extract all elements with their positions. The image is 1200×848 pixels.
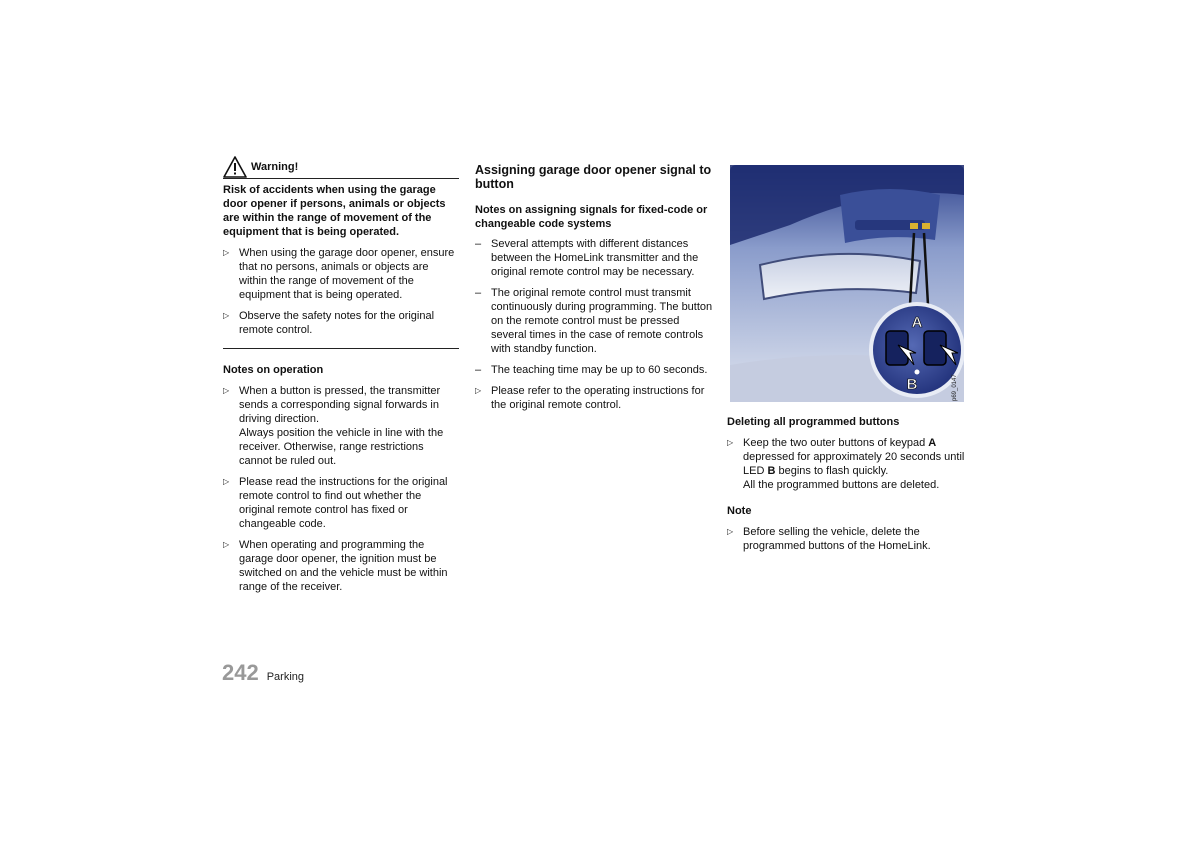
- warning-text: Risk of accidents when using the garage door opener if persons, animals or objects are within the range of movement of the equipment that is being operated.: [223, 184, 446, 238]
- list-item: ▷ Observe the safety notes for the original remote control.: [223, 310, 435, 336]
- warning-column: [223, 156, 459, 594]
- warning-triangle-icon: [223, 156, 247, 178]
- list-item: ▷ Please read the instructions for the original remote control to find out whether the original remote control has fixed or changeable code.: [223, 476, 448, 530]
- list-item: ▷ Keep the two outer buttons of keypad A depressed for approximately 20 seconds until LED B begins to flash quickly. All the programmed buttons are deleted.: [727, 437, 965, 491]
- homelink-photo: [730, 165, 964, 402]
- arrow-bullet-icon: ▷: [727, 438, 734, 447]
- page-number: 242: [222, 660, 259, 685]
- divider: [223, 348, 459, 349]
- divider: [223, 178, 459, 179]
- arrow-bullet-icon: ▷: [475, 386, 482, 395]
- notes-operation-heading: Notes on operation: [223, 364, 324, 376]
- dash-bullet: –: [475, 364, 482, 376]
- note-heading: Note: [727, 505, 752, 517]
- list-item: ▷ When operating and programming the garage door opener, the ignition must be switched on and the vehicle must be within range of the receiver.: [223, 539, 448, 593]
- warning-header: [223, 156, 459, 178]
- list-item: – The teaching time may be up to 60 seconds.: [475, 364, 708, 376]
- page-footer: [222, 660, 304, 686]
- arrow-bullet-icon: ▷: [223, 311, 230, 320]
- list-item: ▷ When a button is pressed, the transmitter sends a corresponding signal forwards in driving direction. Always position the vehicle in line with the receiver. Otherwise, range restrictions cannot be ruled out.: [223, 385, 444, 467]
- list-item: ▷ Please refer to the operating instructions for the original remote control.: [475, 385, 705, 411]
- arrow-bullet-icon: ▷: [223, 248, 230, 257]
- warning-title: Warning!: [251, 161, 299, 173]
- list-item: – The original remote control must transmit continuously during programming. The button on the remote control must be pressed several times in the case of remote controls with standby function.: [475, 287, 713, 355]
- arrow-bullet-icon: ▷: [223, 540, 230, 549]
- list-item: ▷ Before selling the vehicle, delete the programmed buttons of the HomeLink.: [727, 526, 931, 552]
- arrow-bullet-icon: ▷: [223, 386, 230, 395]
- photo-label-a: A: [911, 314, 923, 331]
- assigning-column: [475, 163, 713, 412]
- list-item: ▷ When using the garage door opener, ensure that no persons, animals or objects are within the range of movement of the equipment that is being operated.: [223, 247, 455, 301]
- arrow-bullet-icon: ▷: [727, 527, 734, 536]
- arrow-bullet-icon: ▷: [223, 477, 230, 486]
- assigning-heading: Assigning garage door opener signal to button: [475, 163, 712, 191]
- photo-label-b: B: [906, 376, 918, 393]
- assigning-subheading: Notes on assigning signals for fixed-code or changeable code systems: [475, 204, 708, 230]
- deleting-column: [727, 415, 965, 553]
- deleting-heading: Deleting all programmed buttons: [727, 416, 900, 428]
- dash-bullet: –: [475, 287, 482, 299]
- dash-bullet: –: [475, 238, 482, 250]
- section-name: Parking: [266, 671, 305, 683]
- list-item: – Several attempts with different distances between the HomeLink transmitter and the original remote control may be necessary.: [475, 238, 699, 278]
- photo-code: p69_0147: [952, 374, 958, 401]
